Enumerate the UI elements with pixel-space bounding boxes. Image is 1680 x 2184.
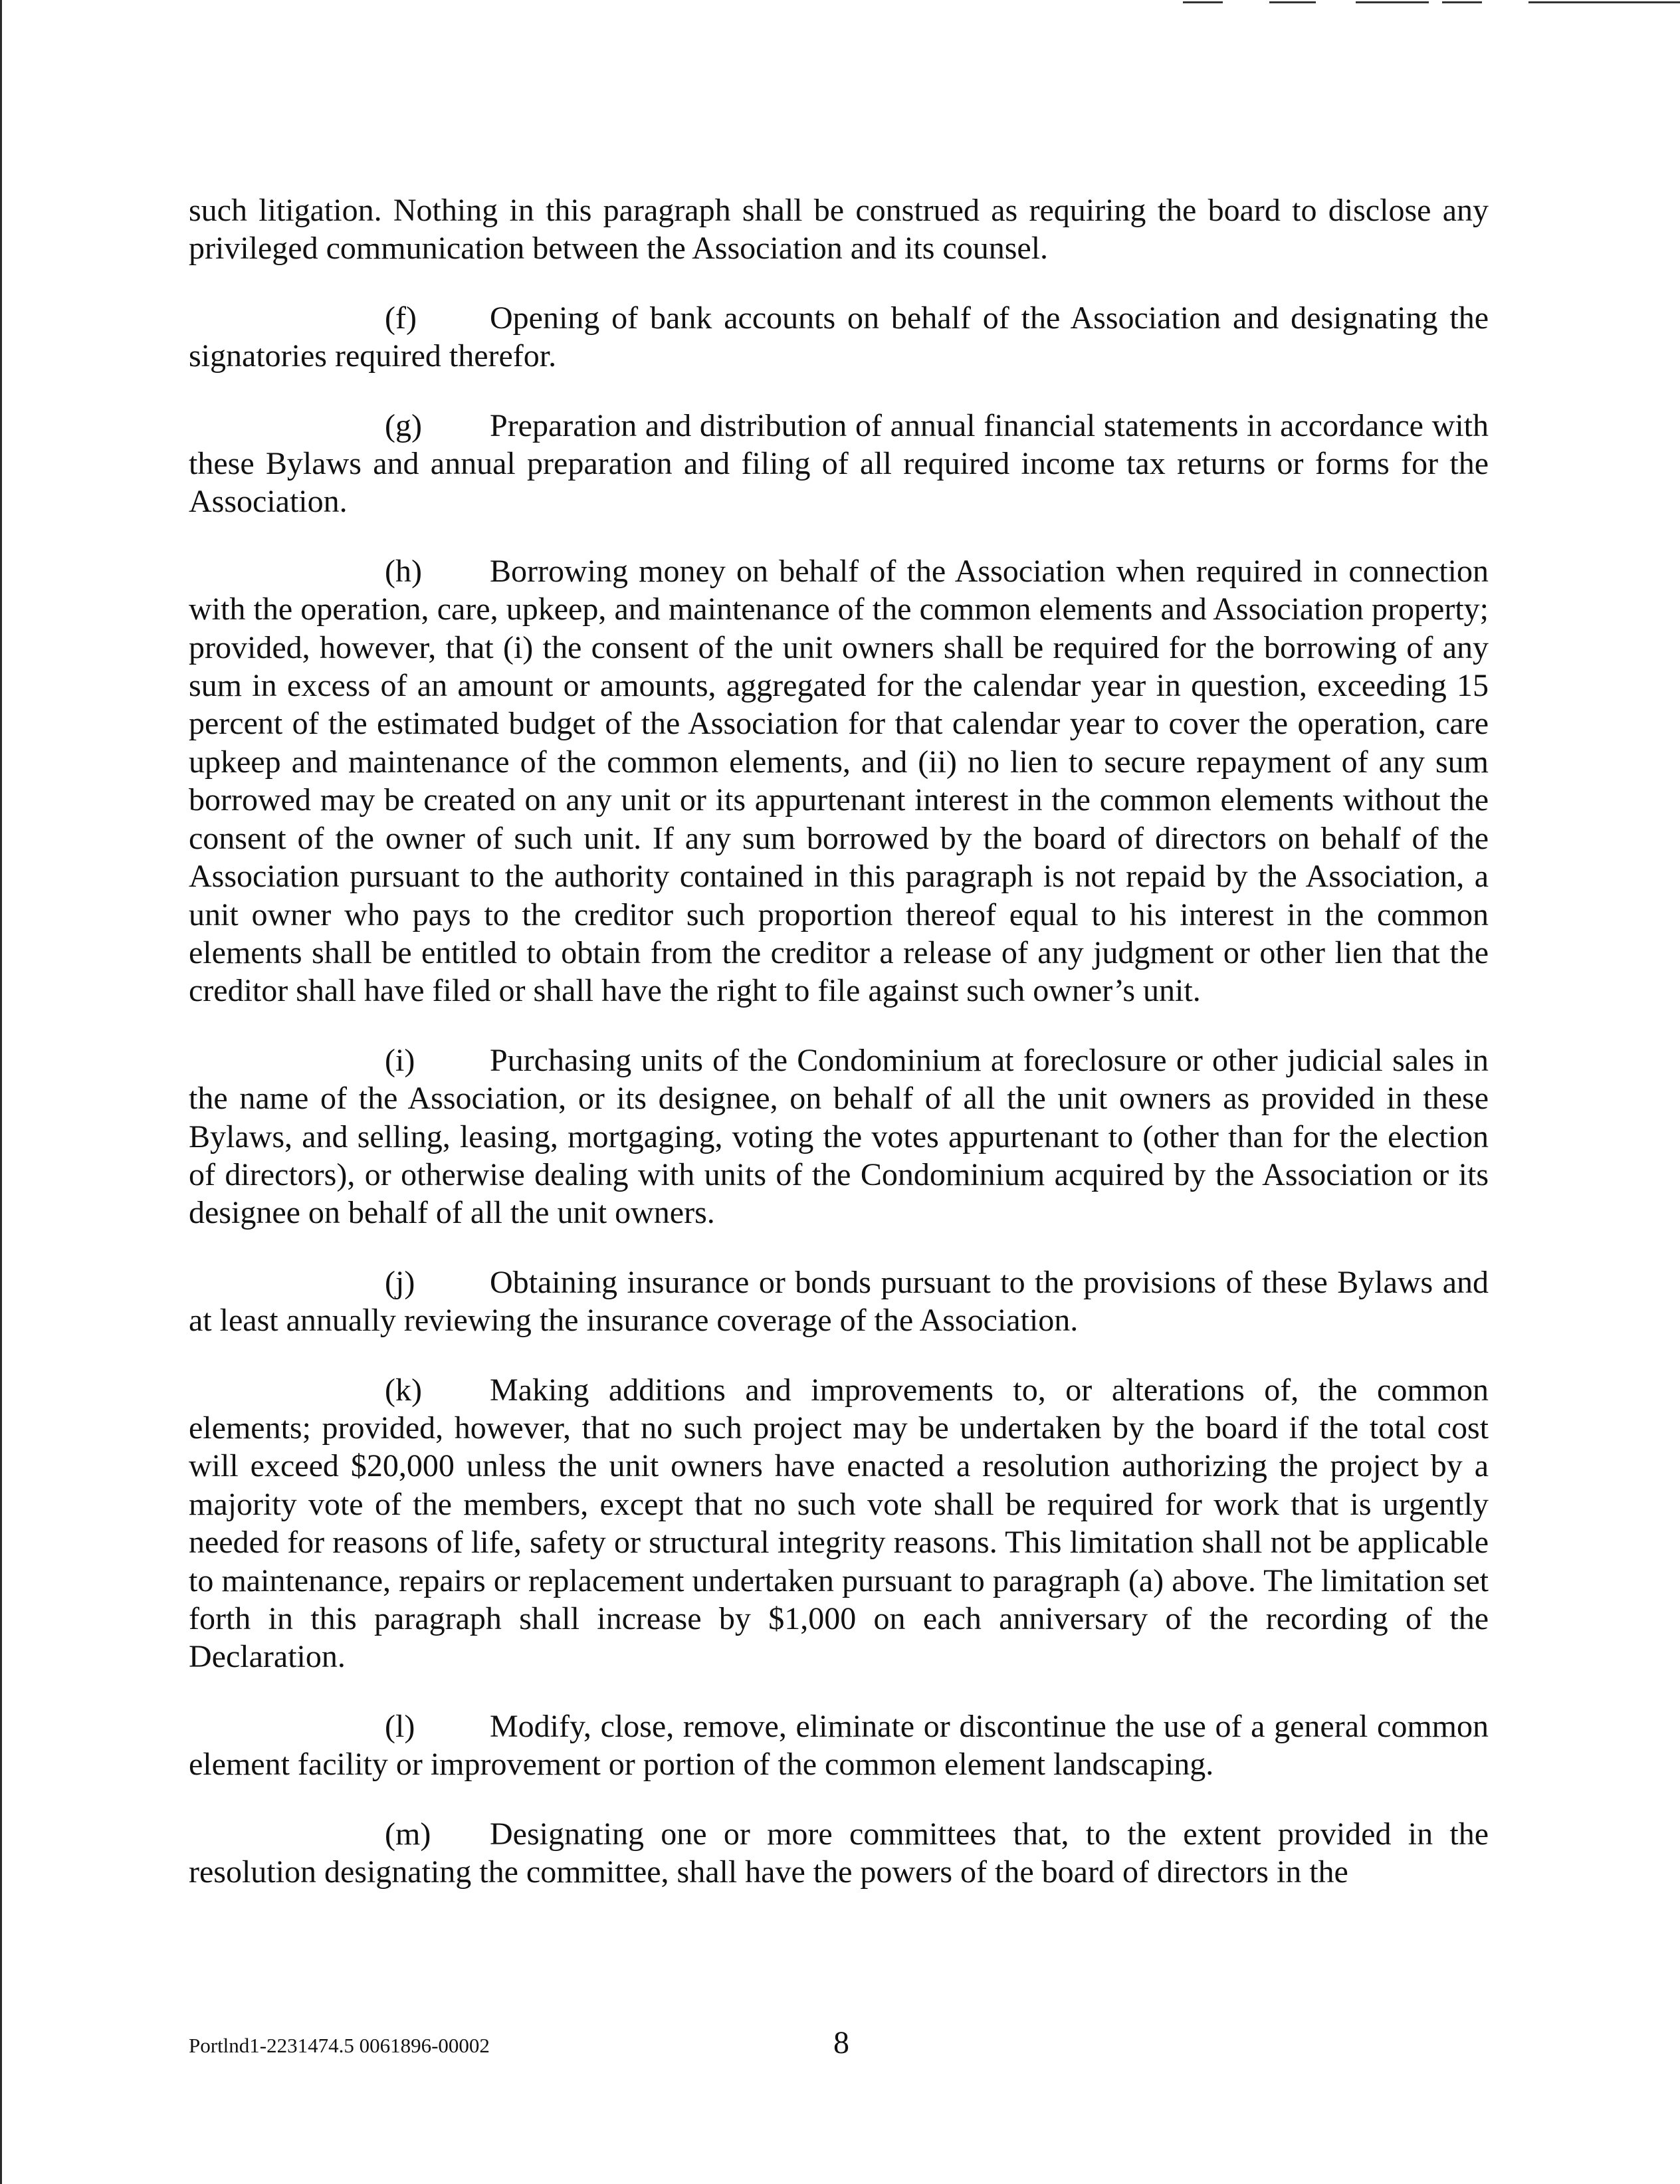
paragraph-text: Opening of bank accounts on behalf of the Association and designating the signatories required therefor. <box>189 300 1489 374</box>
page-footer <box>189 2024 1489 2064</box>
paragraph-label: (k) <box>385 1372 422 1408</box>
document-body <box>189 191 1489 1891</box>
scan-top-mark <box>1183 1 1223 3</box>
paragraph-text: Obtaining insurance or bonds pursuant to the provisions of these Bylaws and at least annually reviewing the insurance coverage of the Association. <box>189 1264 1489 1339</box>
scan-top-mark <box>1356 1 1429 3</box>
paragraph-label: (h) <box>385 553 422 589</box>
paragraph-text: Purchasing units of the Condominium at foreclosure or other judicial sales in the name of the Association, or its designee, on behalf of all the unit owners as provided in these Bylaws, and selling, leasing, mortgaging, voting the votes appurtenant to (other than for the election of directors), or otherwise dealing with units of the Condominium acquired by the Association or its designee on behalf of all the unit owners. <box>189 1042 1489 1231</box>
page-number: 8 <box>833 2025 849 2060</box>
paragraph-h <box>189 552 1489 1010</box>
scan-top-mark <box>1442 1 1482 3</box>
paragraph-g <box>189 407 1489 521</box>
paragraph-m <box>189 1815 1489 1892</box>
paragraph-text: Designating one or more committees that, to the extent provided in the resolution designating the committee, shall have the powers of the board of directors in the <box>189 1816 1489 1890</box>
paragraph-l <box>189 1707 1489 1784</box>
paragraph-f <box>189 299 1489 376</box>
paragraph-label: (m) <box>385 1816 431 1852</box>
paragraph-continuation <box>189 191 1489 268</box>
paragraph-text: Modify, close, remove, eliminate or discontinue the use of a general common element facility or improvement or portion of the common element landscaping. <box>189 1708 1489 1783</box>
scan-top-mark <box>1269 1 1316 3</box>
scan-top-mark <box>1528 1 1680 3</box>
paragraph-text: such litigation. Nothing in this paragraph shall be construed as requiring the board to disclose any privileged communication between the Association and its counsel. <box>189 193 1489 267</box>
paragraph-label: (l) <box>385 1708 415 1744</box>
paragraph-i <box>189 1041 1489 1232</box>
paragraph-label: (g) <box>385 407 422 443</box>
document-id: Portlnd1-2231474.5 0061896-00002 <box>189 2034 490 2057</box>
paragraph-label: (j) <box>385 1264 415 1300</box>
paragraph-text: Preparation and distribution of annual financial statements in accordance with these Bylaws and annual preparation and filing of all required income tax returns or forms for the Association. <box>189 407 1489 520</box>
paragraph-k <box>189 1371 1489 1676</box>
paragraph-label: (i) <box>385 1042 415 1078</box>
paragraph-text: Making additions and improvements to, or alterations of, the common elements; provided, however, that no such project may be undertaken by the board if the total cost will exceed $20,000 unless the unit owners have enacted a resolution authorizing the project by a majority vote of the members, except that no such vote shall be required for work that is urgently needed for reasons of life, safety or structural integrity reasons. This limitation shall not be applicable to maintenance, repairs or replacement undertaken pursuant to paragraph (a) above. The limitation set forth in this paragraph shall increase by $1,000 on each anniversary of the recording of the Declaration. <box>189 1372 1489 1675</box>
paragraph-j <box>189 1263 1489 1340</box>
paragraph-label: (f) <box>385 300 417 336</box>
paragraph-text: Borrowing money on behalf of the Association when required in connection with the operation, care, upkeep, and maintenance of the common elements and Association property; provided, however, that (i) the consent of the unit owners shall be required for the borrowing of any sum in excess of an amount or amounts, aggregated for the calendar year in question, exceeding 15 percent of the estimated budget of the Association for that calendar year to cover the operation, care upkeep and maintenance of the common elements, and (ii) no lien to secure repayment of any sum borrowed may be created on any unit or its appurtenant interest in the common elements without the consent of the owner of such unit. If any sum borrowed by the board of directors on behalf of the Association pursuant to the authority contained in this paragraph is not repaid by the Association, a unit owner who pays to the creditor such proportion thereof equal to his interest in the common elements shall be entitled to obtain from the creditor a release of any judgment or other lien that the creditor shall have filed or shall have the right to file against such owner’s unit. <box>189 553 1489 1009</box>
scan-left-edge <box>0 0 2 2184</box>
